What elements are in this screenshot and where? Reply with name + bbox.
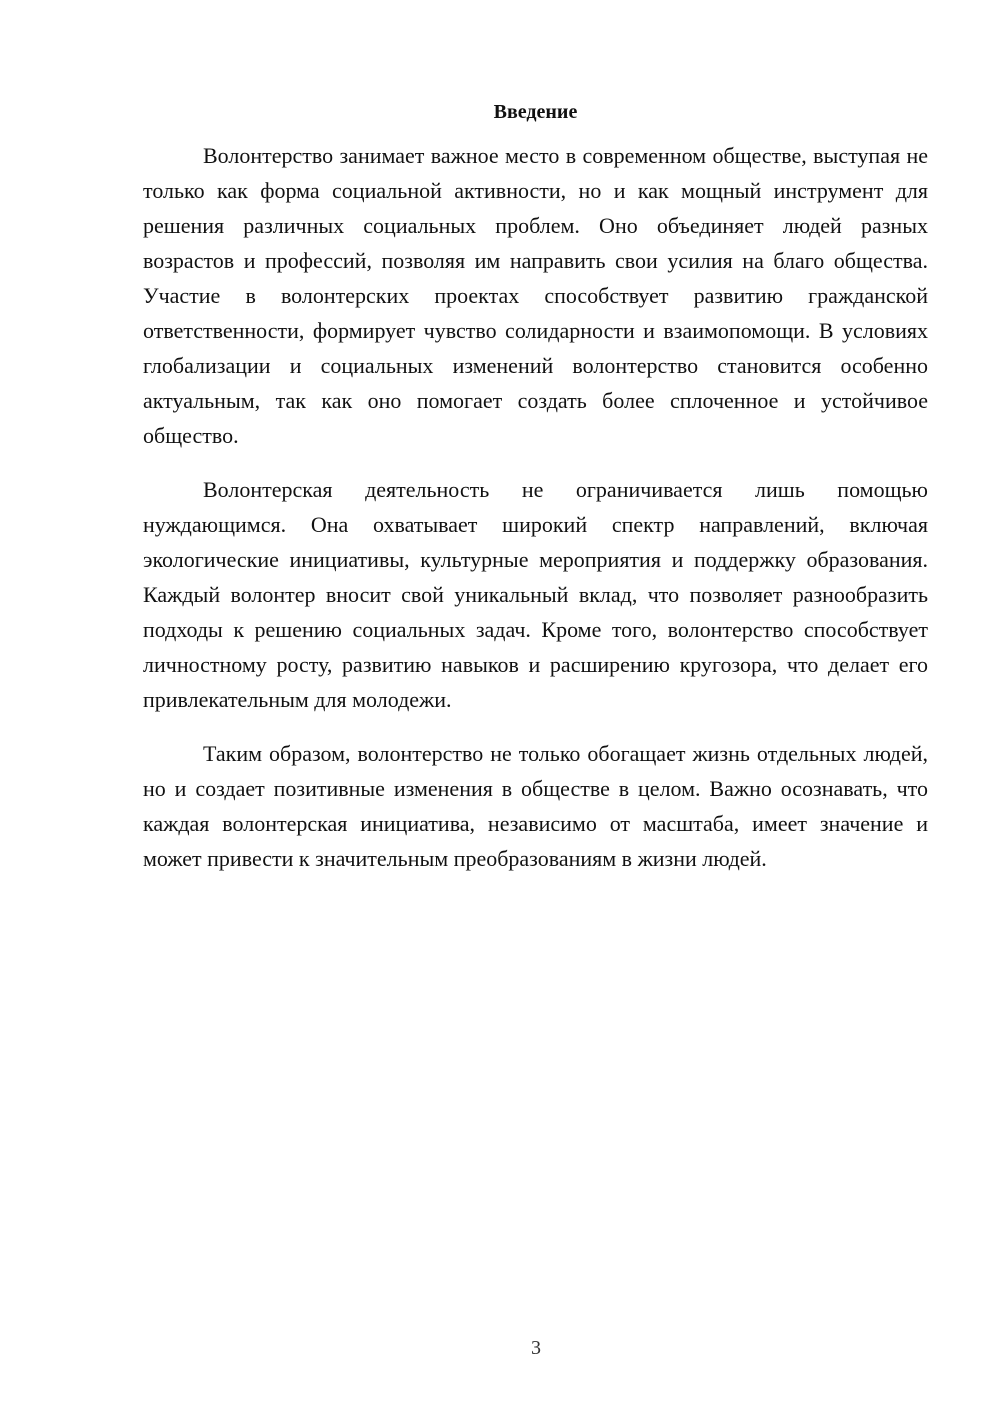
paragraph-3: Таким образом, волонтерство не только обогащает жизнь отдельных людей, но и создает позитивные изменения в обществе в целом. Важно осознавать, что каждая волонтерская инициатива, независимо от масштаба, имеет значение и может привести к значительным преобразованиям в жизни людей. (143, 741, 928, 871)
section-title: Введение (493, 101, 578, 123)
page-content (143, 97, 928, 876)
paragraph-2: Волонтерская деятельность не ограничивается лишь помощью нуждающимся. Она охватывает широкий спектр направлений, включая экологические инициативы, культурные мероприятия и поддержку образования. Каждый волонтер вносит свой уникальный вклад, что позволяет разнообразить подходы к решению социальных задач. Кроме того, волонтерство способствует личностному росту, развитию навыков и расширению кругозора, что делает его привлекательным для молодежи. (143, 477, 928, 712)
paragraph-1: Волонтерство занимает важное место в современном обществе, выступая не только как форма социальной активности, но и как мощный инструмент для решения различных социальных проблем. Оно объединяет людей разных возрастов и профессий, позволяя им направить свои усилия на благо общества. Участие в волонтерских проектах способствует развитию гражданской ответственности, формирует чувство солидарности и взаимопомощи. В условиях глобализации и социальных изменений волонтерство становится особенно актуальным, так как оно помогает создать более сплоченное и устойчивое общество. (143, 143, 928, 448)
page-number: 3 (531, 1337, 541, 1359)
